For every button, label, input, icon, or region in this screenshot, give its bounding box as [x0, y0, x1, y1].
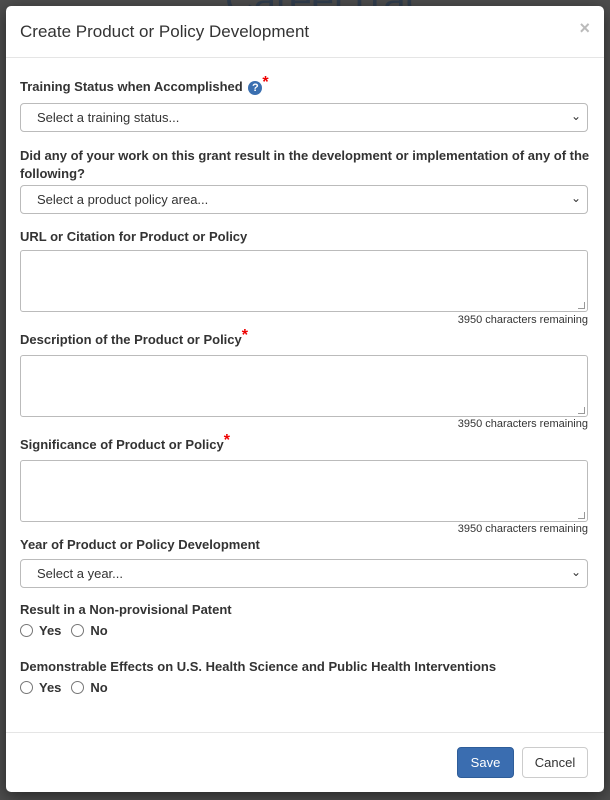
- chevron-down-icon: ⌄: [570, 109, 581, 123]
- product-area-select[interactable]: [20, 185, 588, 214]
- chevron-down-icon: ⌄: [570, 191, 581, 205]
- help-icon[interactable]: ?: [248, 81, 262, 95]
- chevron-down-icon: ⌄: [570, 565, 581, 579]
- url-label: URL or Citation for Product or Policy: [20, 229, 248, 244]
- radio-label: Yes: [39, 623, 62, 638]
- patent-label: Result in a Non-provisional Patent: [20, 602, 232, 617]
- url-textarea[interactable]: [20, 250, 588, 312]
- description-textarea[interactable]: [20, 355, 588, 417]
- effects-radio-group: [20, 680, 118, 695]
- label-text: Training Status when Accomplished: [20, 79, 243, 94]
- training-status-select[interactable]: [20, 103, 588, 132]
- effects-label: Demonstrable Effects on U.S. Health Science and Public Health Interventions: [20, 659, 497, 674]
- year-label: Year of Product or Policy Development: [20, 537, 260, 552]
- url-remaining: 3950 characters remaining: [457, 314, 588, 326]
- training-status-label: [20, 74, 269, 96]
- cancel-button[interactable]: Cancel: [522, 747, 588, 778]
- patent-radio-group: [20, 623, 118, 638]
- required-marker: *: [262, 74, 269, 91]
- required-marker: *: [241, 327, 248, 344]
- effects-no-radio[interactable]: [71, 681, 84, 694]
- effects-yes-radio[interactable]: [20, 681, 33, 694]
- patent-yes-radio[interactable]: [20, 624, 33, 637]
- close-icon[interactable]: ×: [579, 18, 590, 38]
- description-remaining: 3950 characters remaining: [457, 418, 588, 430]
- select-value: Select a product policy area...: [37, 192, 209, 207]
- significance-remaining: 3950 characters remaining: [457, 523, 588, 535]
- patent-no-radio[interactable]: [71, 624, 84, 637]
- modal-title: Create Product or Policy Development: [20, 22, 310, 41]
- modal-header: [6, 6, 604, 58]
- product-area-label: Did any of your work on this grant result in the development or implementation of any of the following?: [20, 148, 590, 181]
- modal-footer: [6, 732, 604, 733]
- significance-textarea[interactable]: [20, 460, 588, 522]
- year-select[interactable]: [20, 559, 588, 588]
- required-marker: *: [223, 432, 230, 449]
- select-value: Select a year...: [37, 566, 123, 581]
- save-button[interactable]: Save: [457, 747, 514, 778]
- create-product-modal: [6, 6, 604, 792]
- select-value: Select a training status...: [37, 110, 180, 125]
- label-text: Description of the Product or Policy: [20, 332, 242, 347]
- radio-label: Yes: [39, 680, 62, 695]
- label-text: Significance of Product or Policy: [20, 437, 224, 452]
- significance-label: [20, 432, 230, 454]
- radio-label: No: [90, 623, 108, 638]
- radio-label: No: [90, 680, 108, 695]
- description-label: [20, 327, 248, 349]
